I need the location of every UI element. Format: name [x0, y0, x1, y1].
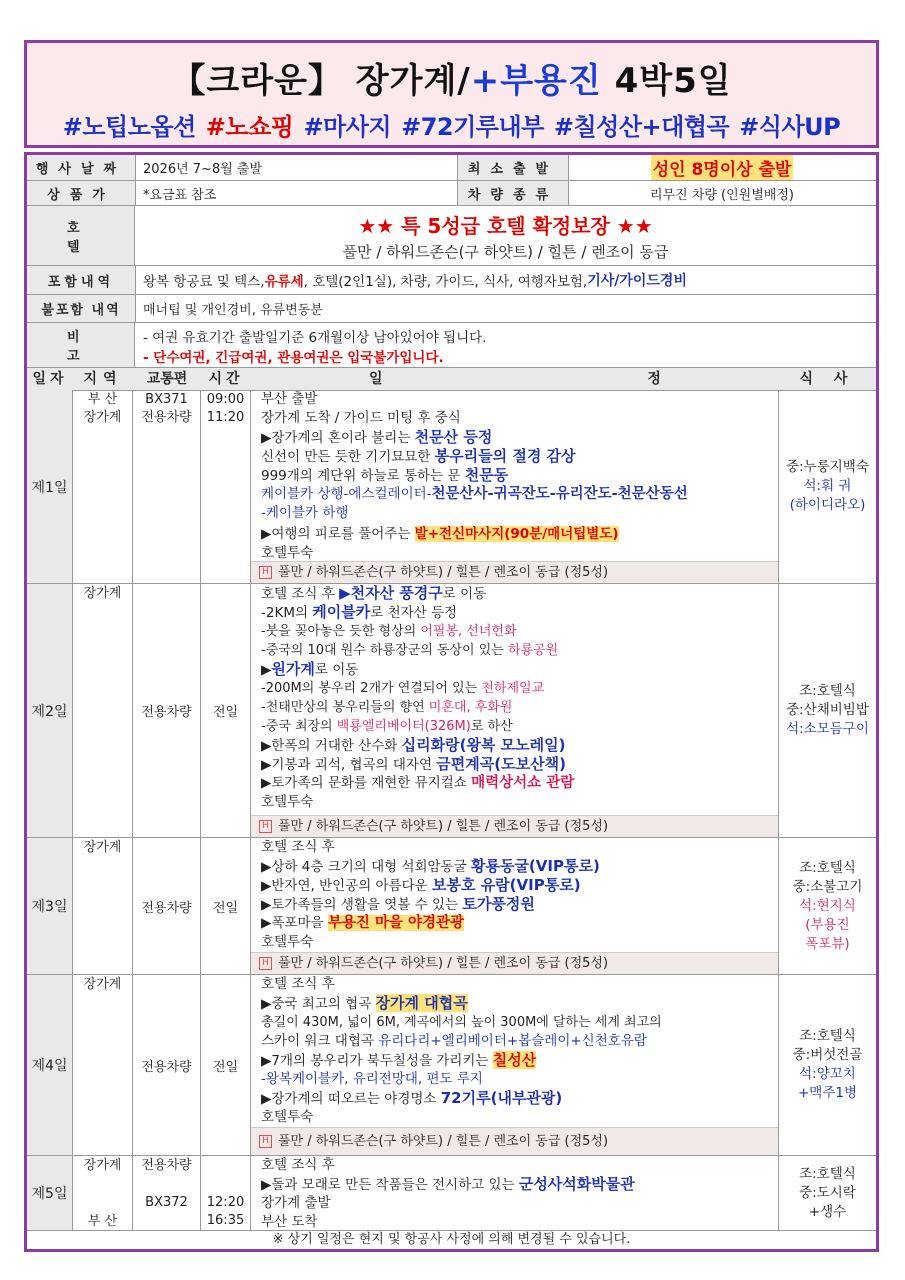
- schedule-line: ▶장가계의 혼이라 불리는 천문산 등정: [261, 428, 493, 446]
- schedule-line: 999개의 계단위 하늘로 통하는 문 천문동: [261, 466, 509, 484]
- meal-cell: 조:호텔식 중:도시락 +생수: [799, 1165, 856, 1220]
- price-label: 상품가: [27, 181, 136, 205]
- vehicle-value: 리무진 차량 (인원별배정): [650, 187, 794, 203]
- schedule-line: 호텔 조식 후: [261, 839, 335, 855]
- date-label: 행사날짜: [27, 155, 136, 180]
- schedule-line: -케이블카 하행: [261, 505, 349, 521]
- schedule-line: 부산 도착: [261, 1214, 318, 1230]
- header-time: 시간: [208, 371, 244, 387]
- schedule-line: 호텔 조식 후: [261, 976, 335, 992]
- hashtag-row: [27, 107, 876, 142]
- hotel-bar: H 풀만 / 하워드존슨(구 하얏트) / 힐튼 / 렌조이 동급 (정5성): [251, 561, 778, 583]
- schedule-cell: [251, 584, 779, 837]
- schedule-line: 호텔 조식 후 ▶천자산 풍경구로 이동: [261, 584, 487, 602]
- schedule-line: 호텔투숙: [261, 1109, 314, 1125]
- schedule-line: ▶반자연, 반인공의 아름다운 보봉호 유람(VIP통로): [261, 876, 581, 894]
- schedule-line: ▶한폭의 거대한 산수화 십리화랑(왕복 모노레일): [261, 736, 566, 754]
- schedule-line: ▶여행의 피로를 풀어주는 발+전신마사지(90분/매너팁별도): [261, 526, 619, 542]
- meal-cell: 조:호텔식 중:소불고기 석:현지식 (부용진 폭포뷰): [792, 859, 863, 952]
- price-value: *요금표 참조: [143, 187, 217, 203]
- title-highlight: +부용진: [470, 61, 602, 101]
- meal-cell: 조:호텔식 중:버섯전골 석:양꼬치 +맥주1병: [792, 1028, 863, 1101]
- schedule-line: -왕복케이블카, 유리전망대, 편도 루지: [261, 1071, 483, 1087]
- schedule-line: -붓을 꽂아놓은 듯한 형상의 어필봉, 선녀헌화: [261, 624, 517, 639]
- note-line-2: - 단수여권, 긴급여권, 관용여권은 입국불가입니다.: [143, 350, 444, 366]
- hotel-icon: H: [259, 566, 272, 579]
- time-cell: 전일: [201, 838, 251, 974]
- day-label: 제3일: [27, 838, 73, 974]
- hotel-label: 호텔: [27, 206, 135, 265]
- schedule-line: -2KM의 케이블카로 천자산 등정: [261, 603, 458, 621]
- hotel-icon: H: [259, 1135, 272, 1148]
- meal-cell: 조:호텔식 중:산채비빔밥 석:소모듬구이: [786, 683, 869, 737]
- min-departure-value: 성인 8명이상 출발: [651, 155, 794, 180]
- schedule-line: ▶기봉과 괴석, 협곡의 대자연 금편계곡(도보산책): [261, 755, 566, 773]
- include-value: 왕복 항공료 및 텍스, 유류세 , 호텔(2인1실), 차량, 가이드, 식사, 여행자보험, 기사/가이드경비: [143, 273, 687, 290]
- schedule-line: ▶토가족들의 생활을 엿볼 수 있는 토가풍정원: [261, 895, 535, 913]
- transport-cell: 전용차량: [133, 838, 201, 974]
- header-day: 일자: [32, 371, 68, 387]
- schedule-line: 호텔투숙: [261, 794, 314, 810]
- schedule-line: 호텔투숙: [261, 545, 314, 561]
- schedule-line: ▶7개의 봉우리가 북두칠성을 가리키는 칠성산: [261, 1051, 537, 1069]
- header-transport: 교통편: [146, 371, 188, 387]
- hashtag: #72기루내부: [401, 113, 544, 141]
- hashtag: #칠성산+대협곡: [553, 113, 730, 141]
- flight-number: BX372: [145, 1195, 188, 1210]
- time-cell: [201, 390, 251, 583]
- flight-number: BX371: [145, 392, 188, 407]
- exclude-value: 매너팁 및 개인경비, 유류변동분: [143, 303, 323, 318]
- title-banner: [24, 40, 879, 148]
- schedule-line: 스카이 워크 대협곡 유리다리+엘리베이터+봅슬레이+신천호유람: [261, 1033, 647, 1049]
- header-region: 지역: [83, 371, 123, 387]
- hotel-bar: H 풀만 / 하워드존슨(구 하얏트) / 힐튼 / 렌조이 동급 (정5성): [251, 815, 778, 837]
- title-prefix: 【크라운】 장가계/: [171, 61, 471, 101]
- schedule-line: ▶돌과 모래로 만든 작품들은 전시하고 있는 군성사석화박물관: [261, 1175, 635, 1193]
- schedule-line: 호텔 조식 후: [261, 1157, 335, 1173]
- schedule-line: -중국 최장의 백룡엘리베이터(326M)로 하산: [261, 719, 513, 734]
- region-cell: 장가계: [73, 975, 133, 1155]
- time-cell: 12:20 16:35: [201, 1156, 251, 1230]
- schedule-line: 부산 출발: [261, 391, 318, 407]
- vehicle: 전용차량: [141, 410, 192, 425]
- hashtag: #식사UP: [739, 113, 841, 141]
- min-departure-label: 최소출발: [457, 155, 569, 180]
- schedule-line: -천태만상의 봉우리들의 향연 미혼대, 후화원: [261, 700, 513, 715]
- time-cell: 전일: [201, 584, 251, 837]
- time-cell: 전일: [201, 975, 251, 1155]
- region-cell: 장가계: [73, 584, 133, 837]
- itinerary-header: [27, 368, 876, 391]
- date-value: 2026년 7~8월 출발: [143, 162, 263, 177]
- hashtag: #노팁노옵션: [62, 113, 196, 141]
- schedule-line: 케이블카 상행-에스컬레이터-천문산사-귀곡잔도-유리잔도-천문산동선: [261, 486, 688, 502]
- region-cell: 장가계 부 산: [73, 1156, 133, 1230]
- schedule-cell: [251, 1156, 779, 1230]
- day-5-row: [27, 1156, 876, 1231]
- title-suffix: 4박5일: [601, 61, 732, 101]
- hotel-bar: H 풀만 / 하워드존슨(구 하얏트) / 힐튼 / 렌조이 동급 (정5성): [251, 1127, 778, 1155]
- day-3-row: [27, 838, 876, 975]
- transport-cell: 전용차량 BX372: [133, 1156, 201, 1230]
- day-4-row: [27, 975, 876, 1156]
- schedule-cell: [251, 838, 779, 974]
- footnote: ※ 상기 일정은 현지 및 항공사 사정에 의해 변경될 수 있습니다.: [272, 1232, 631, 1247]
- transport-cell: [133, 390, 201, 583]
- day-label: 제5일: [27, 1156, 73, 1230]
- info-row-exclude: [27, 295, 876, 323]
- transport-cell: 전용차량: [133, 584, 201, 837]
- time-arrive: 11:20: [206, 410, 245, 425]
- region-arrive: 장가계: [83, 410, 122, 425]
- region-cell: 장가계: [73, 838, 133, 974]
- region-depart: 부 산: [87, 392, 118, 407]
- schedule-line: -200M의 봉우리 2개가 연결되어 있는 천하제일교: [261, 681, 545, 696]
- schedule-line: ▶원가계로 이동: [261, 660, 359, 678]
- note-label: 비고: [27, 323, 135, 367]
- hashtag: #마사지: [303, 113, 392, 141]
- transport-cell: 전용차량: [133, 975, 201, 1155]
- itinerary-document: [24, 152, 879, 1252]
- schedule-line: 장가계 출발: [261, 1195, 331, 1211]
- exclude-label: 불포함 내역: [27, 295, 136, 322]
- schedule-cell: [251, 390, 779, 583]
- meal-cell: 중:누룽지백숙 석:훠 궈 (하이디라오): [786, 459, 869, 513]
- hotel-icon: H: [259, 957, 272, 970]
- hotel-list: 풀만 / 하워드존슨(구 하얏트) / 힐튼 / 렌조이 동급: [342, 243, 669, 261]
- day-1-row: [27, 390, 876, 584]
- schedule-line: ▶상하 4층 크기의 대형 석회암동굴 황룡동굴(VIP통로): [261, 857, 600, 875]
- hotel-icon: H: [259, 820, 272, 833]
- include-label: 포함내역: [27, 266, 136, 294]
- schedule-line: ▶장가계의 떠오르는 야경명소 72기루(내부관광): [261, 1089, 563, 1107]
- schedule-line: 장가계 도착 / 가이드 미팅 후 중식: [261, 410, 461, 426]
- header-schedule: 일 정: [369, 371, 661, 387]
- region-cell: [73, 390, 133, 583]
- day-label: 제4일: [27, 975, 73, 1155]
- page-title: [27, 53, 876, 102]
- hashtag: #노쇼핑: [205, 113, 294, 141]
- info-row-note: [27, 323, 876, 368]
- day-label: 제2일: [27, 584, 73, 837]
- info-row-include: [27, 266, 876, 295]
- day-label: 제1일: [27, 390, 73, 583]
- info-row-hotel: [27, 206, 876, 266]
- schedule-line: ▶토가족의 문화를 재현한 뮤지컬쇼 매력상서쇼 관람: [261, 775, 575, 791]
- schedule-line: -중국의 10대 원수 하룡장군의 동상이 있는 하룡공원: [261, 643, 559, 658]
- header-meal: 식 사: [799, 371, 856, 387]
- day-2-row: [27, 584, 876, 838]
- schedule-line: ▶중국 최고의 협곡 장가계 대협곡: [261, 994, 468, 1012]
- vehicle-label: 차량종류: [457, 181, 569, 205]
- note-line-1: - 여권 유효기간 출발일기준 6개월이상 남아있어야 됩니다.: [143, 330, 487, 346]
- schedule-cell: [251, 975, 779, 1155]
- info-row-price: [27, 181, 876, 206]
- schedule-line: 총길이 430M, 넓이 6M, 계곡에서의 높이 300M에 달하는 세계 최고의: [261, 1015, 662, 1030]
- hotel-bar: H 풀만 / 하워드존슨(구 하얏트) / 힐튼 / 렌조이 동급 (정5성): [251, 952, 778, 974]
- schedule-line: 호텔투숙: [261, 934, 314, 950]
- hotel-guarantee: ★★ 특 5성급 호텔 확정보장 ★★: [358, 214, 653, 238]
- schedule-line: ▶폭포마을 부용진 마을 야경관광: [261, 915, 465, 931]
- time-depart: 09:00: [206, 392, 245, 407]
- info-row-date: [27, 155, 876, 181]
- schedule-line: 신선이 만든 듯한 기기묘묘한 봉우리들의 절경 감상: [261, 447, 576, 465]
